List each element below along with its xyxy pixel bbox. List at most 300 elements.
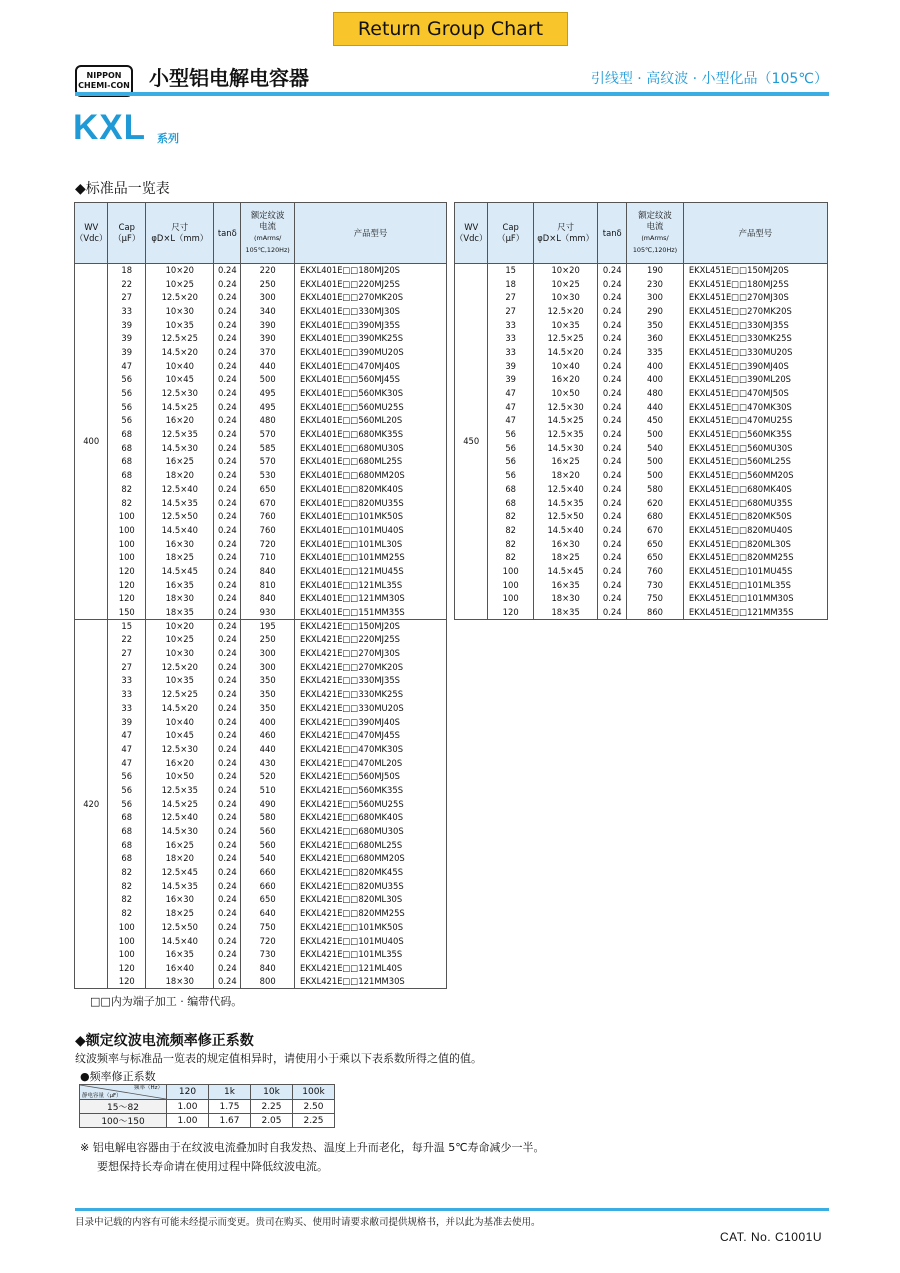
ripple-cell: 220 bbox=[241, 264, 295, 278]
tan-cell: 0.24 bbox=[214, 948, 241, 962]
tan-cell: 0.24 bbox=[214, 893, 241, 907]
size-cell: 16×25 bbox=[146, 838, 214, 852]
tan-cell: 0.24 bbox=[214, 551, 241, 565]
ripple-cell: 840 bbox=[241, 962, 295, 976]
table-row bbox=[75, 715, 447, 729]
tan-cell: 0.24 bbox=[214, 510, 241, 524]
part-number-cell: EKXL421E□□560MJ50S bbox=[295, 770, 447, 784]
cap-cell: 100 bbox=[108, 510, 146, 524]
ripple-cell: 300 bbox=[241, 291, 295, 305]
size-cell: 18×20 bbox=[146, 469, 214, 483]
size-cell: 12.5×20 bbox=[146, 660, 214, 674]
tan-cell: 0.24 bbox=[214, 264, 241, 278]
cap-cell: 100 bbox=[488, 565, 534, 579]
freq-value: 2.50 bbox=[293, 1100, 335, 1114]
tan-cell: 0.24 bbox=[598, 414, 627, 428]
part-number-cell: EKXL451E□□101MU45S bbox=[683, 565, 827, 579]
ripple-cell: 720 bbox=[241, 537, 295, 551]
cap-cell: 33 bbox=[108, 674, 146, 688]
table-row bbox=[455, 305, 828, 319]
part-number-cell: EKXL401E□□560MJ45S bbox=[295, 373, 447, 387]
cap-cell: 82 bbox=[108, 483, 146, 497]
size-cell: 10×25 bbox=[146, 633, 214, 647]
tan-cell: 0.24 bbox=[598, 524, 627, 538]
cap-cell: 15 bbox=[108, 619, 146, 633]
ripple-cell: 650 bbox=[627, 537, 684, 551]
table-row bbox=[455, 414, 828, 428]
ripple-cell: 650 bbox=[241, 483, 295, 497]
part-number-cell: EKXL421E□□820MU35S bbox=[295, 879, 447, 893]
size-cell: 14.5×30 bbox=[146, 441, 214, 455]
ripple-cell: 390 bbox=[241, 332, 295, 346]
freq-row-label: 100～150 bbox=[80, 1114, 167, 1128]
lifetime-note-line1: ※ 铝电解电容器由于在纹波电流叠加时自我发热、温度上升而老化，每升温 5℃寿命减少一半。 bbox=[80, 1141, 545, 1154]
freq-value: 1.75 bbox=[209, 1100, 251, 1114]
ripple-cell: 660 bbox=[241, 866, 295, 880]
size-cell: 12.5×35 bbox=[146, 428, 214, 442]
part-number-cell: EKXL451E□□470MU25S bbox=[683, 414, 827, 428]
tan-cell: 0.24 bbox=[598, 305, 627, 319]
table-row bbox=[75, 264, 447, 278]
table-row bbox=[455, 524, 828, 538]
part-number-cell: EKXL421E□□680MK40S bbox=[295, 811, 447, 825]
freq-corner-header: 频率（Hz） 静电容量（μF） bbox=[80, 1085, 167, 1100]
table-row bbox=[75, 400, 447, 414]
ripple-cell: 640 bbox=[241, 907, 295, 921]
col-header-wv: WV （Vdc） bbox=[75, 203, 108, 264]
size-cell: 10×30 bbox=[533, 291, 597, 305]
ripple-cell: 335 bbox=[627, 346, 684, 360]
cap-cell: 47 bbox=[488, 400, 534, 414]
ripple-cell: 760 bbox=[241, 510, 295, 524]
part-number-cell: EKXL451E□□820MU40S bbox=[683, 524, 827, 538]
col-header-wv: WV （Vdc） bbox=[455, 203, 488, 264]
tan-cell: 0.24 bbox=[214, 565, 241, 579]
size-cell: 12.5×35 bbox=[533, 428, 597, 442]
ripple-cell: 585 bbox=[241, 441, 295, 455]
size-cell: 10×20 bbox=[533, 264, 597, 278]
terminal-code-note: □□内为端子加工 · 编带代码。 bbox=[90, 995, 243, 1008]
part-number-cell: EKXL451E□□390MJ40S bbox=[683, 359, 827, 373]
ripple-cell: 440 bbox=[241, 359, 295, 373]
tan-cell: 0.24 bbox=[214, 852, 241, 866]
table-row bbox=[75, 332, 447, 346]
size-cell: 16×20 bbox=[146, 414, 214, 428]
part-number-cell: EKXL401E□□330MJ30S bbox=[295, 305, 447, 319]
tan-cell: 0.24 bbox=[214, 483, 241, 497]
table-row bbox=[75, 770, 447, 784]
ripple-cell: 350 bbox=[241, 702, 295, 716]
tan-cell: 0.24 bbox=[214, 373, 241, 387]
size-cell: 14.5×35 bbox=[533, 496, 597, 510]
part-number-cell: EKXL401E□□121ML35S bbox=[295, 578, 447, 592]
ripple-cell: 650 bbox=[627, 551, 684, 565]
return-group-chart-button[interactable]: Return Group Chart bbox=[333, 12, 568, 46]
table-row bbox=[455, 496, 828, 510]
tan-cell: 0.24 bbox=[214, 359, 241, 373]
cap-cell: 68 bbox=[108, 469, 146, 483]
ripple-cell: 570 bbox=[241, 455, 295, 469]
ripple-cell: 370 bbox=[241, 346, 295, 360]
size-cell: 10×35 bbox=[146, 318, 214, 332]
size-cell: 14.5×35 bbox=[146, 879, 214, 893]
cap-cell: 18 bbox=[108, 264, 146, 278]
size-cell: 14.5×45 bbox=[146, 565, 214, 579]
table-row bbox=[455, 373, 828, 387]
size-cell: 10×25 bbox=[533, 277, 597, 291]
table-row bbox=[455, 592, 828, 606]
table-row bbox=[455, 277, 828, 291]
cap-cell: 100 bbox=[108, 948, 146, 962]
cap-cell: 82 bbox=[488, 510, 534, 524]
cap-cell: 47 bbox=[108, 743, 146, 757]
part-number-cell: EKXL401E□□270MK20S bbox=[295, 291, 447, 305]
size-cell: 12.5×25 bbox=[146, 688, 214, 702]
ripple-cell: 580 bbox=[627, 483, 684, 497]
ripple-cell: 340 bbox=[241, 305, 295, 319]
ripple-cell: 495 bbox=[241, 400, 295, 414]
part-number-cell: EKXL451E□□560MK35S bbox=[683, 428, 827, 442]
logo-line2: CHEMI-CON bbox=[78, 81, 130, 90]
table-row bbox=[75, 537, 447, 551]
size-cell: 12.5×30 bbox=[533, 400, 597, 414]
col-header-size: 尺寸 φD×L（mm） bbox=[146, 203, 214, 264]
part-number-cell: EKXL451E□□680MU35S bbox=[683, 496, 827, 510]
table-row bbox=[75, 496, 447, 510]
cap-cell: 100 bbox=[488, 578, 534, 592]
table-row bbox=[75, 660, 447, 674]
title-divider bbox=[75, 92, 829, 96]
cap-cell: 22 bbox=[108, 633, 146, 647]
cap-cell: 100 bbox=[108, 551, 146, 565]
tan-cell: 0.24 bbox=[214, 469, 241, 483]
cap-cell: 100 bbox=[108, 921, 146, 935]
tan-cell: 0.24 bbox=[214, 729, 241, 743]
ripple-cell: 860 bbox=[627, 606, 684, 620]
part-number-cell: EKXL401E□□680MK35S bbox=[295, 428, 447, 442]
tan-cell: 0.24 bbox=[214, 674, 241, 688]
series-suffix: 系列 bbox=[157, 132, 179, 145]
table-row bbox=[75, 866, 447, 880]
cap-cell: 82 bbox=[108, 907, 146, 921]
part-number-cell: EKXL421E□□150MJ20S bbox=[295, 619, 447, 633]
ripple-cell: 530 bbox=[241, 469, 295, 483]
table-row bbox=[75, 879, 447, 893]
table-row bbox=[75, 921, 447, 935]
size-cell: 12.5×50 bbox=[146, 921, 214, 935]
table-row bbox=[455, 387, 828, 401]
spec-table-left bbox=[74, 202, 447, 989]
tan-cell: 0.24 bbox=[214, 496, 241, 510]
ripple-cell: 520 bbox=[241, 770, 295, 784]
part-number-cell: EKXL401E□□680MM20S bbox=[295, 469, 447, 483]
ripple-cell: 720 bbox=[241, 934, 295, 948]
ripple-cell: 810 bbox=[241, 578, 295, 592]
ripple-cell: 440 bbox=[627, 400, 684, 414]
cap-cell: 56 bbox=[108, 373, 146, 387]
part-number-cell: EKXL401E□□680MU30S bbox=[295, 441, 447, 455]
cap-cell: 120 bbox=[108, 565, 146, 579]
tan-cell: 0.24 bbox=[214, 743, 241, 757]
part-number-cell: EKXL421E□□121ML40S bbox=[295, 962, 447, 976]
part-number-cell: EKXL421E□□560MU25S bbox=[295, 797, 447, 811]
part-number-cell: EKXL451E□□560ML25S bbox=[683, 455, 827, 469]
tan-cell: 0.24 bbox=[214, 592, 241, 606]
cap-cell: 18 bbox=[488, 277, 534, 291]
tan-cell: 0.24 bbox=[598, 346, 627, 360]
size-cell: 12.5×25 bbox=[533, 332, 597, 346]
cap-cell: 33 bbox=[488, 346, 534, 360]
footer-disclaimer: 目录中记载的内容有可能未经提示而变更。贵司在购买、使用时请要求敝司提供规格书，并以此为基准去使用。 bbox=[75, 1217, 541, 1228]
series-name: KXL bbox=[73, 108, 146, 147]
size-cell: 16×40 bbox=[146, 962, 214, 976]
ripple-cell: 840 bbox=[241, 565, 295, 579]
frequency-correction-description: 纹波频率与标准品一览表的规定值相异时，请使用小于乘以下表系数所得之值的值。 bbox=[75, 1052, 482, 1065]
cap-cell: 56 bbox=[108, 400, 146, 414]
ripple-cell: 540 bbox=[627, 441, 684, 455]
size-cell: 16×20 bbox=[533, 373, 597, 387]
table-row bbox=[75, 565, 447, 579]
freq-row bbox=[80, 1100, 335, 1114]
tan-cell: 0.24 bbox=[214, 400, 241, 414]
cap-cell: 68 bbox=[488, 483, 534, 497]
tan-cell: 0.24 bbox=[214, 606, 241, 620]
part-number-cell: EKXL421E□□101MK50S bbox=[295, 921, 447, 935]
table-row bbox=[455, 291, 828, 305]
col-header-cap: Cap （μF） bbox=[488, 203, 534, 264]
part-number-cell: EKXL451E□□820MK50S bbox=[683, 510, 827, 524]
ripple-cell: 495 bbox=[241, 387, 295, 401]
part-number-cell: EKXL401E□□820MK40S bbox=[295, 483, 447, 497]
cap-cell: 22 bbox=[108, 277, 146, 291]
cap-cell: 56 bbox=[108, 784, 146, 798]
ripple-cell: 730 bbox=[627, 578, 684, 592]
table-row bbox=[75, 592, 447, 606]
ripple-cell: 430 bbox=[241, 756, 295, 770]
part-number-cell: EKXL451E□□560MM20S bbox=[683, 469, 827, 483]
ripple-cell: 460 bbox=[241, 729, 295, 743]
tan-cell: 0.24 bbox=[214, 428, 241, 442]
page-title: 小型铝电解电容器 bbox=[149, 66, 309, 90]
table-row bbox=[75, 893, 447, 907]
ripple-cell: 750 bbox=[627, 592, 684, 606]
cap-cell: 39 bbox=[488, 373, 534, 387]
size-cell: 16×35 bbox=[533, 578, 597, 592]
ripple-cell: 300 bbox=[627, 291, 684, 305]
part-number-cell: EKXL421E□□470MJ45S bbox=[295, 729, 447, 743]
ripple-cell: 350 bbox=[627, 318, 684, 332]
size-cell: 12.5×50 bbox=[533, 510, 597, 524]
freq-value: 2.25 bbox=[251, 1100, 293, 1114]
tan-cell: 0.24 bbox=[598, 606, 627, 620]
part-number-cell: EKXL451E□□470MK30S bbox=[683, 400, 827, 414]
size-cell: 12.5×20 bbox=[146, 291, 214, 305]
table-row bbox=[455, 565, 828, 579]
ripple-cell: 480 bbox=[627, 387, 684, 401]
col-header-part-number: 产品型号 bbox=[295, 203, 447, 264]
cap-cell: 39 bbox=[108, 715, 146, 729]
table-row bbox=[75, 729, 447, 743]
part-number-cell: EKXL451E□□820MM25S bbox=[683, 551, 827, 565]
part-number-cell: EKXL421E□□330MJ35S bbox=[295, 674, 447, 688]
tan-cell: 0.24 bbox=[214, 647, 241, 661]
wv-cell: 420 bbox=[75, 619, 108, 989]
ripple-cell: 480 bbox=[241, 414, 295, 428]
size-cell: 18×20 bbox=[533, 469, 597, 483]
table-row bbox=[75, 907, 447, 921]
tan-cell: 0.24 bbox=[598, 551, 627, 565]
part-number-cell: EKXL421E□□270MJ30S bbox=[295, 647, 447, 661]
tan-cell: 0.24 bbox=[214, 633, 241, 647]
freq-value: 1.00 bbox=[167, 1100, 209, 1114]
cap-cell: 47 bbox=[108, 359, 146, 373]
table-row bbox=[75, 852, 447, 866]
part-number-cell: EKXL451E□□270MJ30S bbox=[683, 291, 827, 305]
freq-value: 2.25 bbox=[293, 1114, 335, 1128]
table-row bbox=[75, 838, 447, 852]
size-cell: 10×45 bbox=[146, 373, 214, 387]
part-number-cell: EKXL451E□□470MJ50S bbox=[683, 387, 827, 401]
table-row bbox=[75, 305, 447, 319]
table-row bbox=[455, 483, 828, 497]
cap-cell: 120 bbox=[108, 592, 146, 606]
catalog-number: CAT. No. C1001U bbox=[720, 1230, 822, 1244]
size-cell: 10×25 bbox=[146, 277, 214, 291]
table-row bbox=[75, 756, 447, 770]
table-row bbox=[75, 934, 447, 948]
tan-cell: 0.24 bbox=[214, 907, 241, 921]
cap-cell: 33 bbox=[488, 332, 534, 346]
table-row bbox=[75, 811, 447, 825]
freq-value: 2.05 bbox=[251, 1114, 293, 1128]
ripple-cell: 300 bbox=[241, 660, 295, 674]
cap-cell: 56 bbox=[108, 770, 146, 784]
ripple-cell: 450 bbox=[627, 414, 684, 428]
part-number-cell: EKXL421E□□270MK20S bbox=[295, 660, 447, 674]
table-row bbox=[75, 606, 447, 620]
size-cell: 16×35 bbox=[146, 578, 214, 592]
tan-cell: 0.24 bbox=[214, 318, 241, 332]
cap-cell: 33 bbox=[108, 702, 146, 716]
tan-cell: 0.24 bbox=[214, 797, 241, 811]
table-row bbox=[75, 387, 447, 401]
ripple-cell: 840 bbox=[241, 592, 295, 606]
size-cell: 16×25 bbox=[146, 455, 214, 469]
tan-cell: 0.24 bbox=[214, 619, 241, 633]
ripple-cell: 290 bbox=[627, 305, 684, 319]
size-cell: 10×50 bbox=[533, 387, 597, 401]
tan-cell: 0.24 bbox=[214, 660, 241, 674]
size-cell: 18×35 bbox=[146, 606, 214, 620]
part-number-cell: EKXL421E□□470MK30S bbox=[295, 743, 447, 757]
cap-cell: 68 bbox=[108, 852, 146, 866]
size-cell: 10×20 bbox=[146, 619, 214, 633]
part-number-cell: EKXL401E□□121MU45S bbox=[295, 565, 447, 579]
cap-cell: 82 bbox=[488, 551, 534, 565]
size-cell: 14.5×40 bbox=[533, 524, 597, 538]
cap-cell: 120 bbox=[108, 578, 146, 592]
tan-cell: 0.24 bbox=[214, 866, 241, 880]
tan-cell: 0.24 bbox=[598, 537, 627, 551]
ripple-cell: 230 bbox=[627, 277, 684, 291]
freq-row bbox=[80, 1114, 335, 1128]
cap-cell: 68 bbox=[108, 811, 146, 825]
tan-cell: 0.24 bbox=[214, 825, 241, 839]
table-row bbox=[75, 633, 447, 647]
cap-cell: 82 bbox=[108, 866, 146, 880]
cap-cell: 68 bbox=[108, 441, 146, 455]
cap-cell: 56 bbox=[108, 797, 146, 811]
spec-table-right bbox=[454, 202, 828, 620]
part-number-cell: EKXL451E□□150MJ20S bbox=[683, 264, 827, 278]
table-row bbox=[455, 441, 828, 455]
table-row bbox=[75, 962, 447, 976]
size-cell: 12.5×40 bbox=[533, 483, 597, 497]
part-number-cell: EKXL421E□□330MK25S bbox=[295, 688, 447, 702]
ripple-cell: 730 bbox=[241, 948, 295, 962]
wv-cell: 400 bbox=[75, 264, 108, 620]
ripple-cell: 670 bbox=[627, 524, 684, 538]
ripple-cell: 800 bbox=[241, 975, 295, 989]
table-row bbox=[75, 359, 447, 373]
table-row bbox=[75, 318, 447, 332]
table-row bbox=[75, 469, 447, 483]
part-number-cell: EKXL451E□□330MK25S bbox=[683, 332, 827, 346]
lifetime-note-line2: 要想保持长寿命请在使用过程中降低纹波电流。 bbox=[97, 1160, 328, 1173]
ripple-cell: 400 bbox=[627, 373, 684, 387]
size-cell: 12.5×30 bbox=[146, 387, 214, 401]
table-row bbox=[75, 702, 447, 716]
table-row bbox=[75, 373, 447, 387]
cap-cell: 47 bbox=[108, 756, 146, 770]
freq-value: 1.67 bbox=[209, 1114, 251, 1128]
tan-cell: 0.24 bbox=[214, 346, 241, 360]
size-cell: 14.5×30 bbox=[533, 441, 597, 455]
part-number-cell: EKXL421E□□220MJ25S bbox=[295, 633, 447, 647]
table-row bbox=[75, 825, 447, 839]
table-row bbox=[75, 784, 447, 798]
table-row bbox=[75, 483, 447, 497]
part-number-cell: EKXL401E□□680ML25S bbox=[295, 455, 447, 469]
tan-cell: 0.24 bbox=[598, 483, 627, 497]
tan-cell: 0.24 bbox=[598, 291, 627, 305]
freq-header: 100k bbox=[293, 1085, 335, 1100]
tan-cell: 0.24 bbox=[598, 332, 627, 346]
part-number-cell: EKXL421E□□330MU20S bbox=[295, 702, 447, 716]
table-row bbox=[455, 359, 828, 373]
cap-cell: 27 bbox=[488, 291, 534, 305]
table-row bbox=[75, 674, 447, 688]
part-number-cell: EKXL421E□□121MM30S bbox=[295, 975, 447, 989]
part-number-cell: EKXL421E□□560MK35S bbox=[295, 784, 447, 798]
cap-cell: 120 bbox=[108, 975, 146, 989]
footer-divider bbox=[75, 1208, 829, 1211]
ripple-cell: 620 bbox=[627, 496, 684, 510]
size-cell: 16×35 bbox=[146, 948, 214, 962]
ripple-cell: 570 bbox=[241, 428, 295, 442]
cap-cell: 68 bbox=[108, 455, 146, 469]
part-number-cell: EKXL421E□□390MJ40S bbox=[295, 715, 447, 729]
table-row bbox=[75, 441, 447, 455]
size-cell: 18×30 bbox=[146, 592, 214, 606]
table-row bbox=[455, 455, 828, 469]
part-number-cell: EKXL451E□□330MU20S bbox=[683, 346, 827, 360]
table-row bbox=[455, 578, 828, 592]
cap-cell: 82 bbox=[488, 537, 534, 551]
size-cell: 18×35 bbox=[533, 606, 597, 620]
col-header-tan: tanδ bbox=[214, 203, 241, 264]
size-cell: 12.5×25 bbox=[146, 332, 214, 346]
